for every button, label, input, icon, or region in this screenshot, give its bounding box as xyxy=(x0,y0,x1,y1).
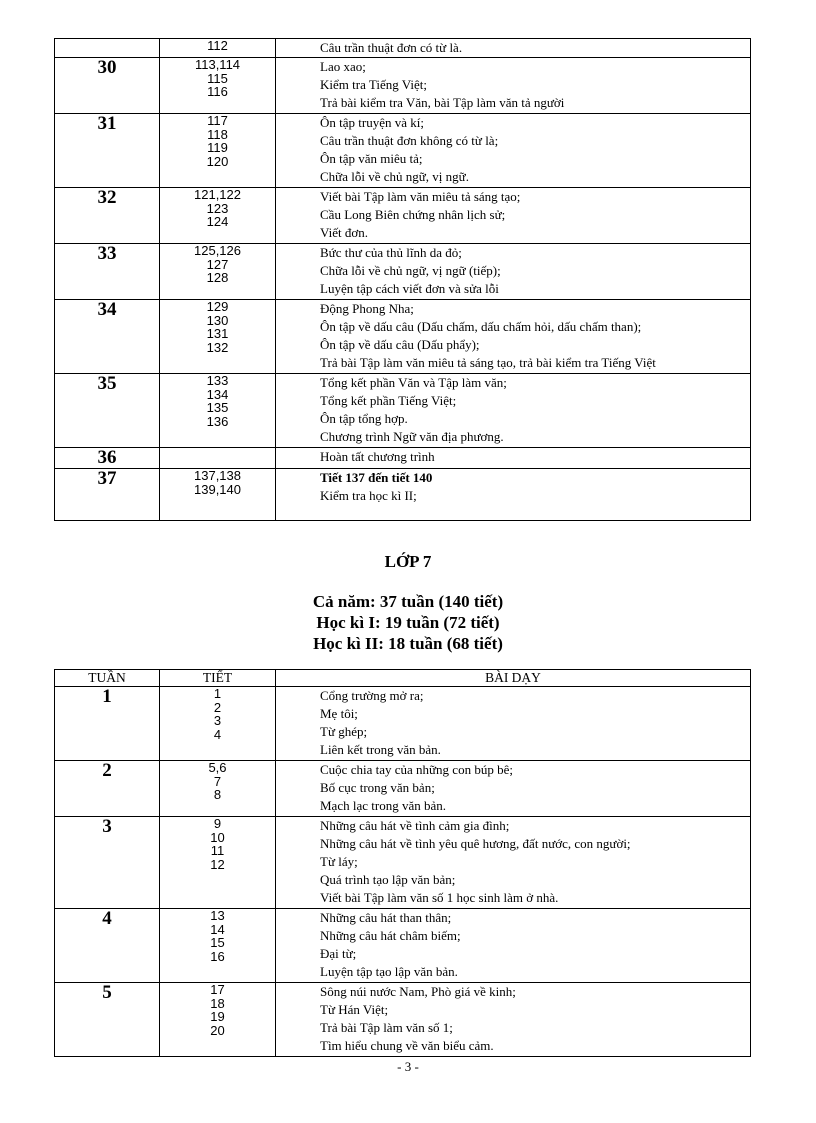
period-number: 112 xyxy=(207,38,228,53)
period-number: 18 xyxy=(210,995,225,1011)
lesson-item: Tìm hiểu chung về văn biểu cảm. xyxy=(320,1038,494,1053)
lesson-item: Ôn tập về dấu câu (Dấu phẩy); xyxy=(320,337,480,352)
period-number: 7 xyxy=(213,773,222,789)
period-number: 132 xyxy=(206,339,229,355)
table-header-row xyxy=(55,670,751,687)
lesson-item: Những câu hát than thân; xyxy=(320,910,452,925)
lesson-item: Quá trình tạo lập văn bản; xyxy=(320,872,456,887)
lesson-cell xyxy=(276,687,751,761)
period-number: 3 xyxy=(213,713,222,728)
period-number: 139,140 xyxy=(194,481,241,497)
period-cell xyxy=(160,817,276,909)
week-cell: 33 xyxy=(55,244,160,300)
lesson-cell xyxy=(276,469,751,521)
period-number: 124 xyxy=(206,214,229,229)
lesson-item: Trả bài Tập làm văn số 1; xyxy=(320,1020,453,1035)
week-cell: 3 xyxy=(55,817,160,909)
week-cell: 1 xyxy=(55,687,160,761)
period-number: 118 xyxy=(207,126,228,142)
period-cell xyxy=(160,761,276,817)
period-cell xyxy=(160,188,276,244)
lesson-item: Từ Hán Việt; xyxy=(320,1002,389,1017)
lesson-cell xyxy=(276,244,751,300)
lesson-item: Tiết 137 đến tiết 140 xyxy=(320,470,433,485)
period-number: 14 xyxy=(210,921,225,937)
week-cell: 4 xyxy=(55,909,160,983)
period-number: 136 xyxy=(206,413,229,429)
lesson-item: Cuộc chia tay của những con búp bê; xyxy=(320,762,513,777)
lesson-item: Tổng kết phần Văn và Tập làm văn; xyxy=(320,375,507,390)
lesson-item: Luyện tập tạo lập văn bản. xyxy=(320,964,458,979)
lesson-item: Những câu hát về tình yêu quê hương, đất nước, con người; xyxy=(320,836,631,851)
grade-title: LỚP 7 xyxy=(384,552,432,571)
table-row xyxy=(55,374,751,448)
week-cell: 31 xyxy=(55,114,160,188)
lesson-cell xyxy=(276,817,751,909)
lesson-item: Chương trình Ngữ văn địa phương. xyxy=(320,429,504,444)
lesson-cell xyxy=(276,761,751,817)
period-number: 123 xyxy=(206,200,229,216)
lesson-cell xyxy=(276,909,751,983)
lesson-item: Hoàn tất chương trình xyxy=(320,449,435,464)
period-cell xyxy=(160,687,276,761)
period-number: 11 xyxy=(210,843,225,858)
period-cell xyxy=(160,244,276,300)
period-number: 130 xyxy=(206,312,229,328)
period-cell xyxy=(160,448,276,469)
lesson-item: Trả bài kiểm tra Văn, bài Tập làm văn tả người xyxy=(320,95,565,110)
table-row xyxy=(55,817,751,909)
period-number: 2 xyxy=(213,699,222,715)
period-number: 17 xyxy=(210,982,225,997)
lesson-item: Ôn tập tổng hợp. xyxy=(320,411,408,426)
period-number: 120 xyxy=(206,153,229,169)
week-cell: 32 xyxy=(55,188,160,244)
period-number: 19 xyxy=(210,1009,225,1024)
period-number: 137,138 xyxy=(194,468,241,483)
period-cell xyxy=(160,300,276,374)
period-number: 116 xyxy=(207,84,228,99)
period-number: 129 xyxy=(206,299,229,314)
lesson-item: Ôn tập truyện và kí; xyxy=(320,115,424,130)
lesson-item: Những câu hát về tình cảm gia đình; xyxy=(320,818,510,833)
lesson-cell xyxy=(276,39,751,58)
table-row xyxy=(55,114,751,188)
table-row xyxy=(55,983,751,1057)
year-summary: Cả năm: 37 tuần (140 tiết) xyxy=(312,592,504,611)
lesson-item: Bố cục trong văn bản; xyxy=(320,780,435,795)
table-row xyxy=(55,761,751,817)
period-cell xyxy=(160,114,276,188)
week-cell: 30 xyxy=(55,58,160,114)
lesson-item: Tổng kết phần Tiếng Việt; xyxy=(320,393,457,408)
table-row xyxy=(55,909,751,983)
period-cell xyxy=(160,374,276,448)
table-row xyxy=(55,300,751,374)
lesson-cell xyxy=(276,188,751,244)
week-cell: 36 xyxy=(55,448,160,469)
lesson-item: Viết bài Tập làm văn số 1 học sinh làm ở nhà. xyxy=(320,890,559,905)
lesson-cell xyxy=(276,374,751,448)
header-period: TIẾT xyxy=(160,670,276,687)
lesson-item: Cổng trường mở ra; xyxy=(320,688,424,703)
page-number: - 3 - xyxy=(397,1059,419,1074)
lesson-cell xyxy=(276,983,751,1057)
header-lesson: BÀI DẠY xyxy=(276,670,751,687)
lesson-cell xyxy=(276,58,751,114)
period-number: 135 xyxy=(206,400,229,415)
period-number: 134 xyxy=(206,386,229,402)
period-number: 127 xyxy=(206,256,229,272)
period-number: 115 xyxy=(207,70,228,86)
period-number: 119 xyxy=(207,140,228,155)
period-number: 16 xyxy=(210,948,225,964)
lesson-item: Viết đơn. xyxy=(320,225,368,240)
period-cell xyxy=(160,909,276,983)
week-cell xyxy=(55,39,160,58)
period-number: 13 xyxy=(210,908,225,923)
lesson-item: Câu trần thuật đơn có từ là. xyxy=(320,40,463,55)
period-number: 125,126 xyxy=(194,243,241,258)
table-row xyxy=(55,188,751,244)
lesson-item: Mạch lạc trong văn bản. xyxy=(320,798,446,813)
schedule-table-grade7 xyxy=(54,669,751,1057)
schedule-table-grade6-end xyxy=(54,38,751,521)
week-cell: 35 xyxy=(55,374,160,448)
lesson-item: Chữa lỗi về chủ ngữ, vị ngữ. xyxy=(320,169,469,184)
lesson-item: Từ ghép; xyxy=(320,724,368,739)
lesson-item: Kiểm tra học kì II; xyxy=(320,488,417,503)
period-number: 1 xyxy=(213,686,222,701)
lesson-item: Viết bài Tập làm văn miêu tả sáng tạo; xyxy=(320,189,521,204)
period-number: 8 xyxy=(213,787,222,802)
table-row xyxy=(55,687,751,761)
period-number: 131 xyxy=(206,326,229,341)
period-cell xyxy=(160,39,276,58)
lesson-item: Chữa lỗi về chủ ngữ, vị ngữ (tiếp); xyxy=(320,263,501,278)
lesson-item: Trả bài Tập làm văn miêu tả sáng tạo, trả bài kiểm tra Tiếng Việt xyxy=(320,355,656,370)
table-row xyxy=(55,39,751,58)
lesson-cell xyxy=(276,300,751,374)
period-number: 9 xyxy=(213,816,222,831)
period-cell xyxy=(160,469,276,521)
lesson-item: Động Phong Nha; xyxy=(320,301,414,316)
period-number: 113,114 xyxy=(194,57,241,72)
period-number: 133 xyxy=(206,373,229,388)
period-number: 10 xyxy=(210,829,225,845)
lesson-item: Đại từ; xyxy=(320,946,357,961)
table-row xyxy=(55,448,751,469)
period-number: 4 xyxy=(213,726,222,742)
lesson-item: Kiểm tra Tiếng Việt; xyxy=(320,77,427,92)
period-cell xyxy=(160,58,276,114)
week-cell: 34 xyxy=(55,300,160,374)
table-row xyxy=(55,244,751,300)
period-number: 12 xyxy=(210,856,225,872)
lesson-cell xyxy=(276,114,751,188)
lesson-item: Những câu hát châm biếm; xyxy=(320,928,461,943)
week-cell: 37 xyxy=(55,469,160,521)
lesson-item: Luyện tập cách viết đơn và sửa lỗi xyxy=(320,281,499,296)
period-number: 128 xyxy=(206,270,229,285)
period-number: 5,6 xyxy=(208,760,227,775)
lesson-item: Bức thư của thủ lĩnh da đỏ; xyxy=(320,245,462,260)
lesson-item: Cầu Long Biên chứng nhân lịch sử; xyxy=(320,207,506,222)
week-cell: 5 xyxy=(55,983,160,1057)
period-number: 15 xyxy=(210,935,225,950)
lesson-cell xyxy=(276,448,751,469)
table-row xyxy=(55,469,751,521)
lesson-item: Từ láy; xyxy=(320,854,358,869)
header-week: TUẦN xyxy=(55,670,160,687)
table-row xyxy=(55,58,751,114)
lesson-item: Ôn tập về dấu câu (Dấu chấm, dấu chấm hỏi, dấu chấm than); xyxy=(320,319,642,334)
lesson-item: Ôn tập văn miêu tả; xyxy=(320,151,423,166)
semester2-summary: Học kì II: 18 tuần (68 tiết) xyxy=(313,634,503,653)
lesson-item: Câu trần thuật đơn không có từ là; xyxy=(320,133,499,148)
lesson-item: Mẹ tôi; xyxy=(320,706,358,721)
period-number: 20 xyxy=(210,1022,225,1038)
semester1-summary: Học kì I: 19 tuần (72 tiết) xyxy=(316,613,500,632)
period-number: 121,122 xyxy=(194,187,241,202)
lesson-item: Liên kết trong văn bản. xyxy=(320,742,441,757)
period-cell xyxy=(160,983,276,1057)
lesson-item: Sông núi nước Nam, Phò giá về kinh; xyxy=(320,984,516,999)
lesson-item: Lao xao; xyxy=(320,59,366,74)
period-number: 117 xyxy=(207,113,228,128)
week-cell: 2 xyxy=(55,761,160,817)
